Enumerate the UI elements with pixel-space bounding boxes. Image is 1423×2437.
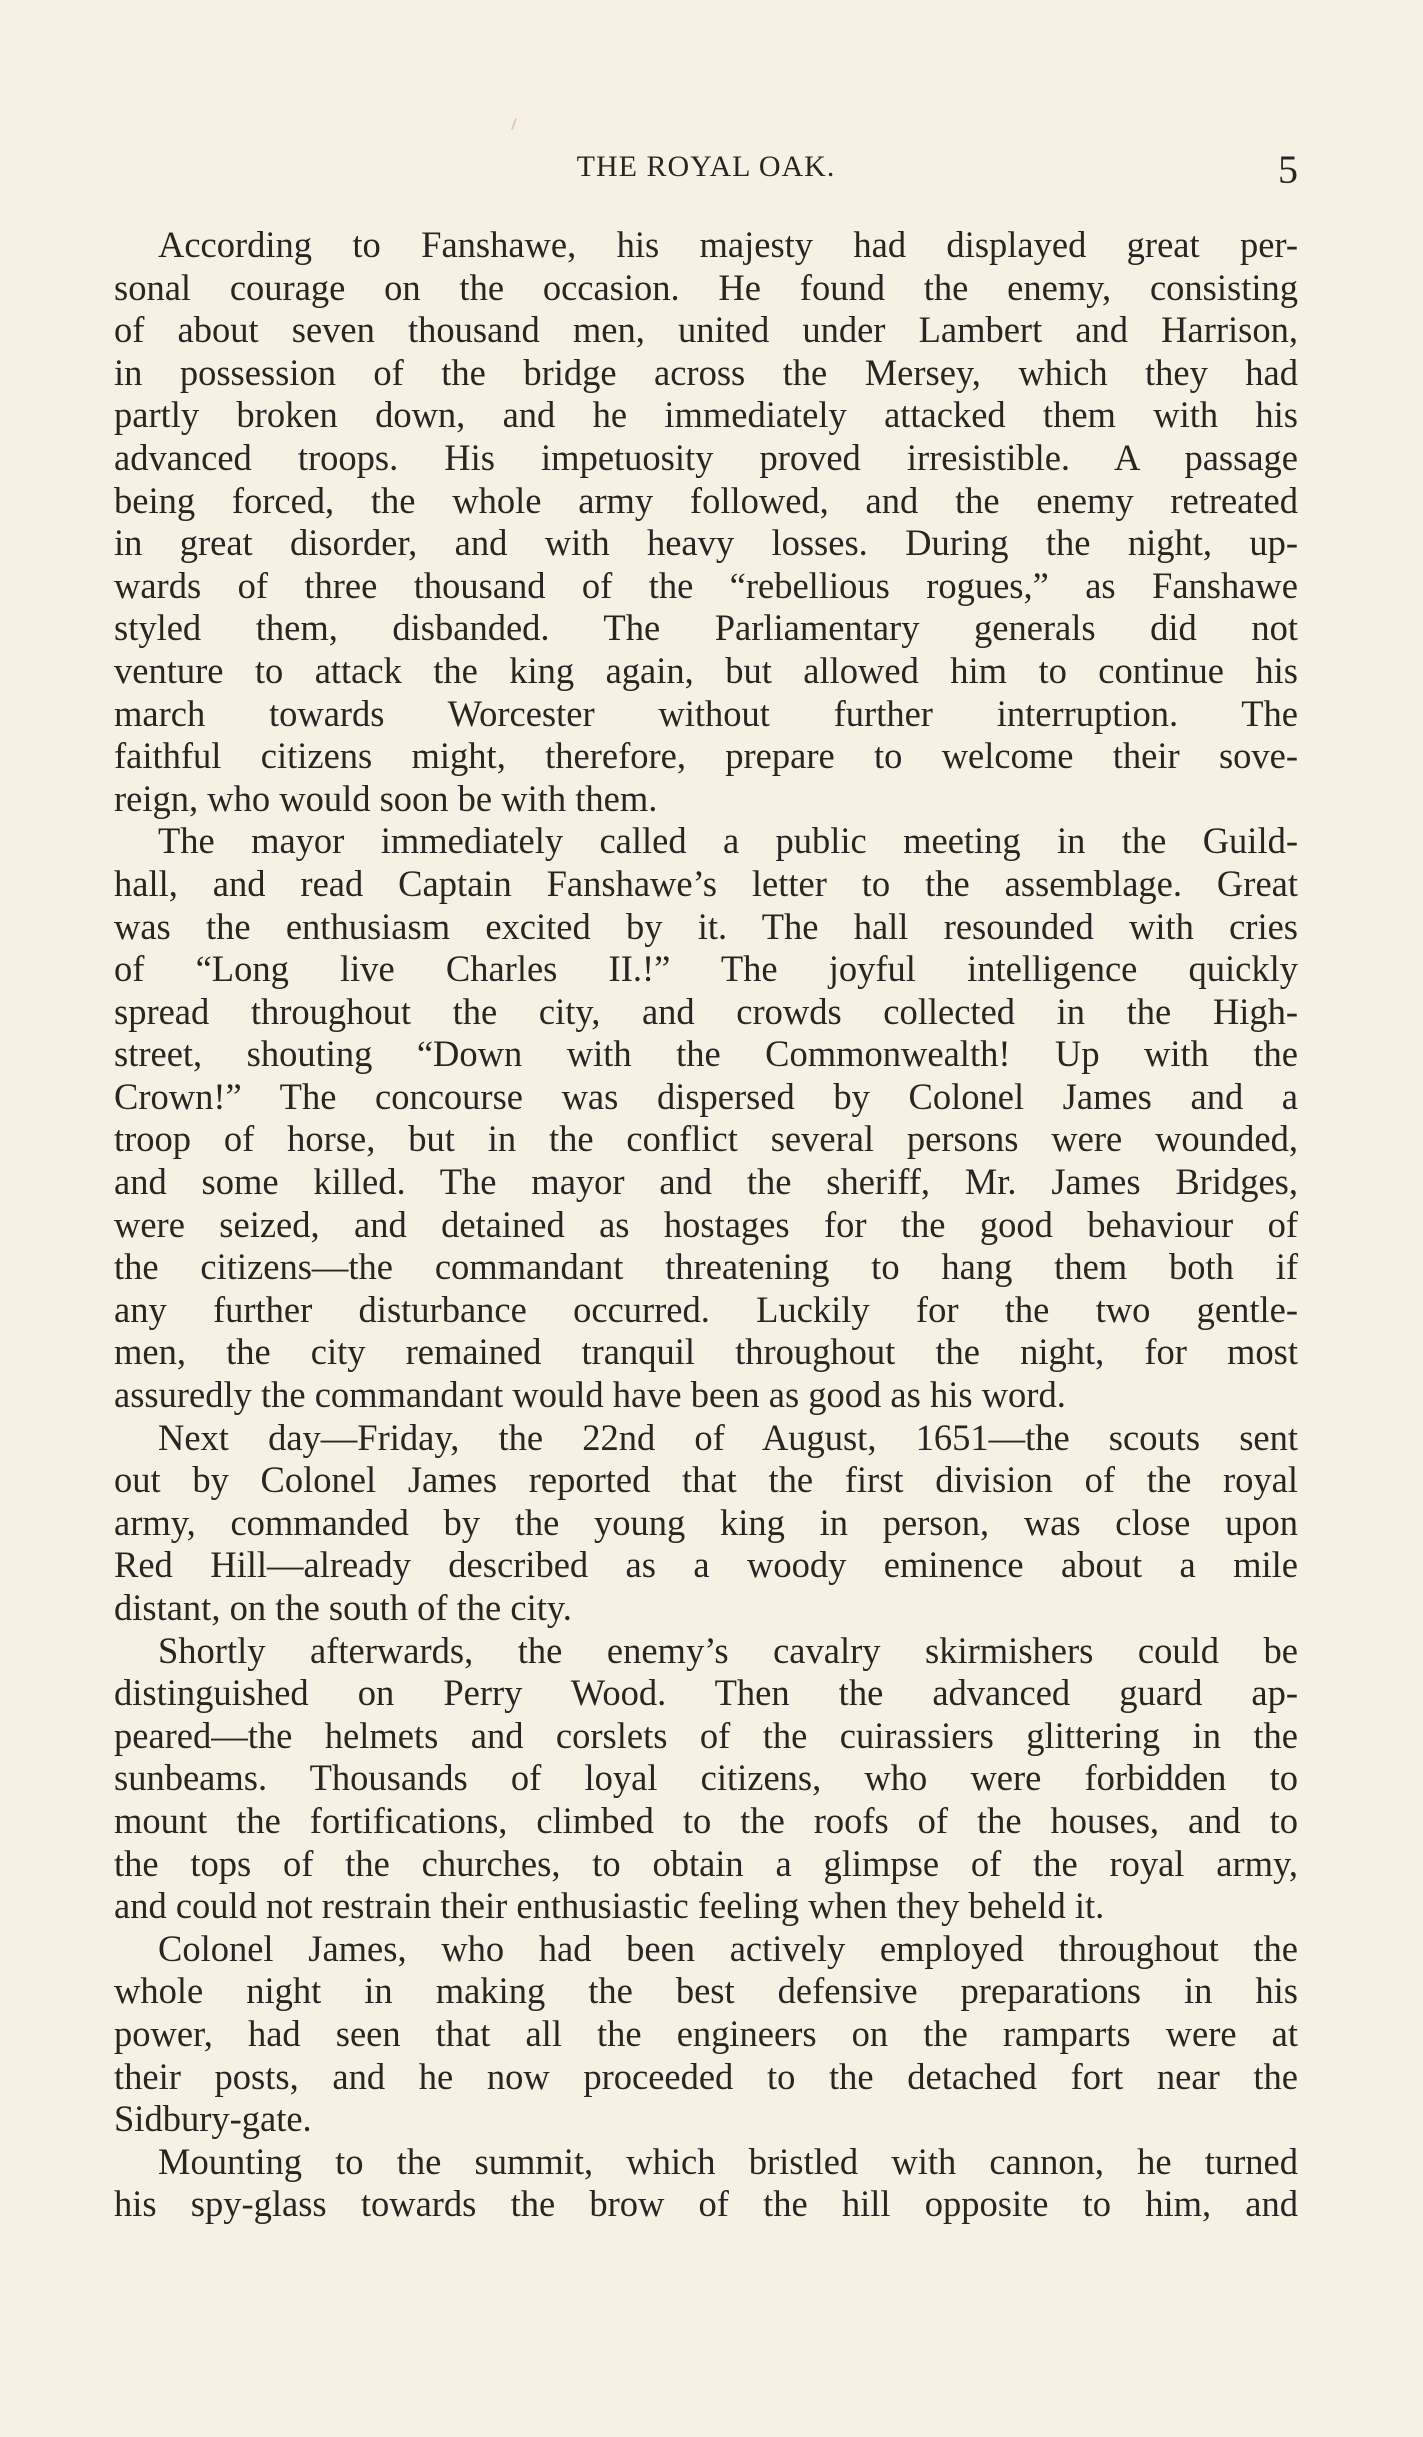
text-line: men, the city remained tranquil throughout the night, for most [114, 1331, 1298, 1373]
text-line: the tops of the churches, to obtain a glimpse of the royal army, [114, 1842, 1298, 1884]
text-line: and some killed. The mayor and the sheriff, Mr. James Bridges, [114, 1161, 1298, 1203]
text-line: street, shouting “Down with the Commonwealth! Up with the [114, 1033, 1298, 1075]
text-line: hall, and read Captain Fanshawe’s letter to the assemblage. Great [114, 862, 1298, 904]
text-line: distinguished on Perry Wood. Then the advanced guard ap- [114, 1672, 1298, 1714]
text-line: Shortly afterwards, the enemy’s cavalry skirmishers could be [158, 1629, 1298, 1671]
text-line: venture to attack the king again, but allowed him to continue his [114, 649, 1298, 691]
running-title: THE ROYAL OAK. [576, 150, 836, 183]
text-line: sonal courage on the occasion. He found the enemy, consisting [114, 266, 1298, 308]
text-line: reign, who would soon be with them. [114, 777, 658, 819]
text-line: the citizens—the commandant threatening to hang them both if [114, 1246, 1298, 1288]
text-line: Next day—Friday, the 22nd of August, 1651—the scouts sent [158, 1416, 1298, 1458]
text-line: his spy-glass towards the brow of the hill opposite to him, and [114, 2183, 1298, 2225]
text-line: According to Fanshawe, his majesty had displayed great per- [158, 224, 1298, 265]
text-line: being forced, the whole army followed, and the enemy retreated [114, 479, 1298, 521]
text-line: any further disturbance occurred. Luckily for the two gentle- [114, 1288, 1298, 1330]
text-line: Red Hill—already described as a woody eminence about a mile [114, 1544, 1298, 1586]
text-line: in possession of the bridge across the Mersey, which they had [114, 351, 1298, 393]
text-line: styled them, disbanded. The Parliamentary generals did not [114, 607, 1298, 649]
body-text [114, 224, 1298, 2226]
text-line: march towards Worcester without further interruption. The [114, 692, 1298, 734]
text-line: army, commanded by the young king in person, was close upon [114, 1501, 1298, 1543]
text-line: troop of horse, but in the conflict several persons were wounded, [114, 1118, 1298, 1160]
text-line: and could not restrain their enthusiastic feeling when they beheld it. [114, 1885, 1105, 1927]
text-line: power, had seen that all the engineers on the ramparts were at [114, 2012, 1298, 2054]
text-line: of about seven thousand men, united under Lambert and Harrison, [114, 309, 1298, 351]
text-line: advanced troops. His impetuosity proved irresistible. A passage [114, 436, 1298, 478]
running-head [114, 146, 1298, 196]
stray-ink-mark [511, 118, 517, 130]
text-line: were seized, and detained as hostages for the good behaviour of [114, 1203, 1298, 1245]
text-line: Sidbury-gate. [114, 2098, 312, 2140]
text-line: wards of three thousand of the “rebellious rogues,” as Fanshawe [114, 564, 1298, 606]
text-line: spread throughout the city, and crowds collected in the High- [114, 990, 1298, 1032]
text-line: assuredly the commandant would have been as good as his word. [114, 1374, 1066, 1416]
text-line: distant, on the south of the city. [114, 1587, 572, 1628]
text-line: in great disorder, and with heavy losses. During the night, up- [114, 522, 1298, 564]
text-line: faithful citizens might, therefore, prepare to welcome their sove- [114, 735, 1298, 777]
text-line: peared—the helmets and corslets of the cuirassiers glittering in the [114, 1714, 1298, 1756]
text-line: The mayor immediately called a public meeting in the Guild- [158, 820, 1298, 862]
text-line: partly broken down, and he immediately attacked them with his [114, 394, 1298, 436]
text-line: out by Colonel James reported that the first division of the royal [114, 1459, 1298, 1501]
text-line: sunbeams. Thousands of loyal citizens, who were forbidden to [114, 1757, 1298, 1799]
text-line: Colonel James, who had been actively employed throughout the [158, 1927, 1298, 1969]
text-line: whole night in making the best defensive preparations in his [114, 1970, 1298, 2012]
text-line: mount the fortifications, climbed to the roofs of the houses, and to [114, 1799, 1298, 1841]
text-line: of “Long live Charles II.!” The joyful intelligence quickly [114, 948, 1298, 990]
text-line: was the enthusiasm excited by it. The hall resounded with cries [114, 905, 1298, 947]
page-number: 5 [1278, 147, 1298, 192]
text-line: Crown!” The concourse was dispersed by Colonel James and a [114, 1075, 1298, 1117]
text-line: Mounting to the summit, which bristled with cannon, he turned [158, 2140, 1298, 2182]
text-line: their posts, and he now proceeded to the detached fort near the [114, 2055, 1298, 2097]
